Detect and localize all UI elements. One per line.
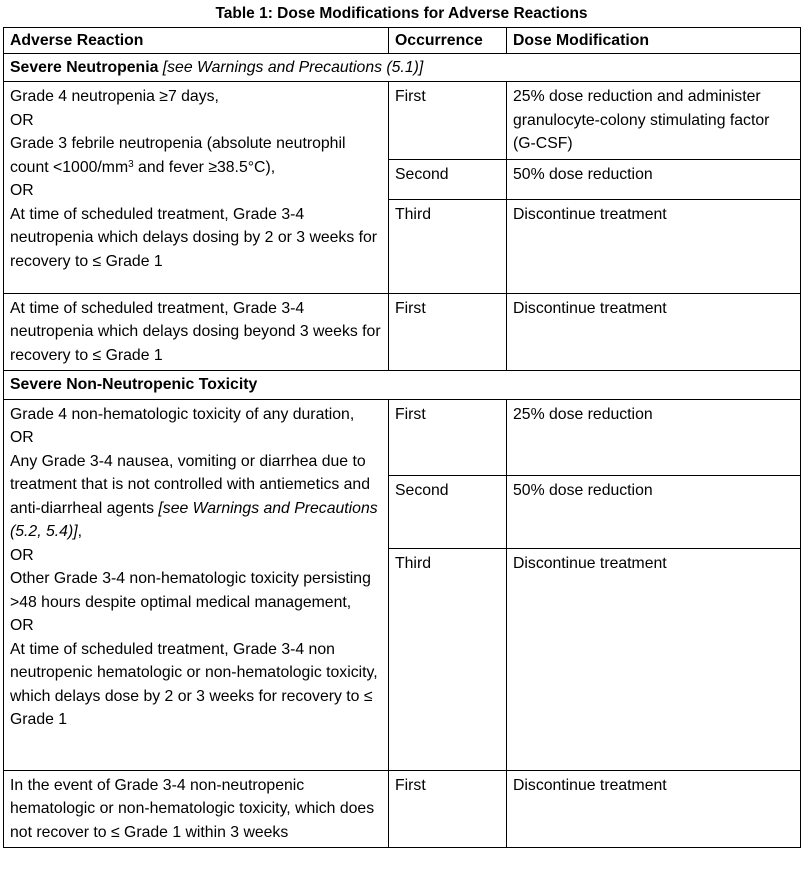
modification-cell: Discontinue treatment (507, 770, 801, 848)
or-separator: OR (10, 546, 34, 564)
section-title-text: Severe Neutropenia (10, 58, 159, 76)
occurrence-cell: Third (389, 548, 507, 770)
occurrence-cell: First (389, 82, 507, 160)
table-row (4, 293, 801, 371)
reaction-cell (4, 399, 389, 770)
reaction-text: Grade 3 febrile neutropenia (absolute neutrophil count <1000/mm (10, 135, 346, 176)
occurrence-cell: Second (389, 475, 507, 548)
superscript: 3 (128, 158, 134, 170)
modification-cell: Discontinue treatment (507, 199, 801, 293)
header-adverse-reaction: Adverse Reaction (4, 28, 389, 54)
warnings-reference: [see Warnings and Precautions (5.2, 5.4)] (10, 499, 378, 540)
occurrence-cell: First (389, 399, 507, 475)
reaction-line: At time of scheduled treatment, Grade 3-4 neutropenia which delays dosing by 2 or 3 weeks for recovery to ≤ Grade 1 (10, 205, 378, 270)
modification-cell: 25% dose reduction (507, 399, 801, 475)
modification-cell: 50% dose reduction (507, 159, 801, 199)
section-row-toxicity (4, 371, 801, 400)
occurrence-cell: First (389, 293, 507, 371)
reaction-line: Other Grade 3-4 non-hematologic toxicity persisting >48 hours despite optimal medical management, (10, 570, 371, 611)
or-separator: OR (10, 182, 34, 199)
or-separator: OR (10, 429, 34, 446)
reaction-line (10, 450, 382, 544)
header-dose-modification: Dose Modification (507, 28, 801, 54)
reaction-cell: In the event of Grade 3-4 non-neutropenic hematologic or non-hematologic toxicity, which does not recover to ≤ Grade 1 within 3 weeks (4, 770, 389, 848)
modification-cell: Discontinue treatment (507, 548, 801, 770)
reaction-cell: At time of scheduled treatment, Grade 3-4 neutropenia which delays dosing beyond 3 weeks for recovery to ≤ Grade 1 (4, 293, 389, 371)
table-row (4, 82, 801, 160)
reaction-line: Grade 4 neutropenia ≥7 days, (10, 88, 219, 105)
section-row-neutropenia (4, 53, 801, 82)
or-separator: OR (10, 617, 34, 634)
reaction-text: and fever ≥38.5°C), (133, 158, 276, 176)
occurrence-cell: Second (389, 159, 507, 199)
section-reference: [see Warnings and Precautions (5.1)] (162, 58, 424, 76)
section-title-neutropenia (4, 53, 801, 82)
modification-cell: 50% dose reduction (507, 475, 801, 548)
modification-cell: 25% dose reduction and administer granulocyte-colony stimulating factor (G-CSF) (507, 82, 801, 160)
table-row (4, 770, 801, 848)
reaction-cell (4, 82, 389, 294)
reaction-text: Any Grade 3-4 nausea, vomiting or diarrhea due to treatment that is not controlled with antiemetics and anti-diarrheal agents (10, 452, 371, 517)
header-row (4, 28, 801, 54)
dose-modification-table (3, 27, 801, 848)
reaction-line (10, 132, 382, 179)
reaction-line: At time of scheduled treatment, Grade 3-4 non neutropenic hematologic or non-hematologic toxicity, which delays dose by 2 or 3 weeks for recovery to ≤ Grade 1 (10, 640, 378, 728)
or-separator: OR (10, 111, 34, 129)
reaction-line: Grade 4 non-hematologic toxicity of any duration, (10, 405, 355, 423)
table-caption: Table 1: Dose Modifications for Adverse Reactions (215, 5, 588, 22)
modification-cell: Discontinue treatment (507, 293, 801, 371)
header-occurrence: Occurrence (389, 28, 507, 54)
table-row (4, 399, 801, 475)
occurrence-cell: Third (389, 199, 507, 293)
section-title-toxicity: Severe Non-Neutropenic Toxicity (4, 371, 801, 400)
reaction-text: , (77, 523, 82, 540)
occurrence-cell: First (389, 770, 507, 848)
